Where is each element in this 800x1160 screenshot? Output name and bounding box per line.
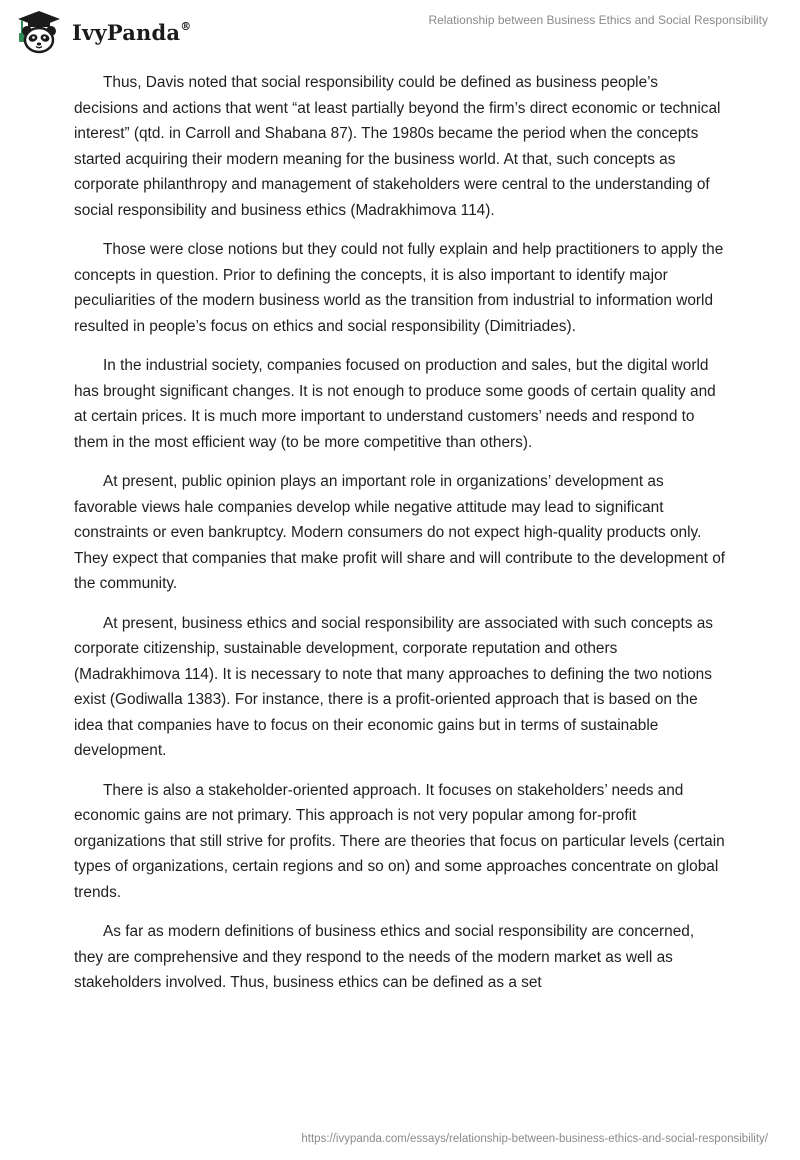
paragraph: Thus, Davis noted that social responsibility could be defined as business people’s decisions and actions that went “at least partially beyond the firm’s direct economic or technical interest” (qtd. in Carroll and Shabana 87). The 1980s became the period when the concepts started acquiring their modern meaning for the business world. At that, such concepts as corporate philanthropy and management of stakeholders were central to the understanding of social responsibility and business ethics (Madrakhimova 114). — [74, 74, 721, 219]
essay-body — [74, 70, 726, 1010]
panda-graduate-icon — [14, 9, 64, 55]
paragraph: Those were close notions but they could not fully explain and help practitioners to apply the concepts in question. Prior to defining the concepts, it is also important to identify major peculiarities of the modern business world as the transition from industrial to information world resulted in people’s focus on ethics and social responsibility (Dimitriades). — [74, 241, 724, 335]
page-header — [0, 0, 800, 64]
paragraph: In the industrial society, companies focused on production and sales, but the digital world has brought significant changes. It is not enough to produce some goods of certain quality and at certain prices. It is much more important to understand customers’ needs and respond to them in the most efficient way (to be more competitive than others). — [74, 357, 716, 451]
brand-name: IvyPanda® — [72, 19, 192, 45]
paragraph: There is also a stakeholder-oriented approach. It focuses on stakeholders’ needs and economic gains are not primary. This approach is not very popular among for-profit organizations that still strive for profits. There are theories that focus on particular levels (certain types of organizations, certain regions and so on) and some approaches concentrate on global trends. — [74, 781, 725, 901]
paragraph: At present, business ethics and social responsibility are associated with such concepts as corporate citizenship, sustainable development, corporate reputation and others (Madrakhimova 114). It is necessary to note that many approaches to defining the two notions exist (Godiwalla 1383). For instance, there is a profit-oriented approach that is based on the idea that companies have to focus on their economic gains but in terms of sustainable development. — [74, 614, 713, 759]
paragraph: At present, public opinion plays an important role in organizations’ development as favorable views hale companies develop while negative attitude may lead to significant constraints or even bankruptcy. Modern consumers do not expect high-quality products only. They expect that companies that make profit will share and will contribute to the development of the community. — [74, 473, 726, 592]
paragraph: As far as modern definitions of business ethics and social responsibility are concerned, they are comprehensive and they respond to the needs of the modern market as well as stakeholders involved. Thus, business ethics can be defined as a set — [74, 923, 695, 991]
document-title: Relationship between Business Ethics and Social Responsibility — [428, 13, 768, 27]
source-url[interactable]: https://ivypanda.com/essays/relationship-between-business-ethics-and-social-responsibility/ — [301, 1133, 768, 1145]
ivypanda-logo[interactable] — [14, 6, 194, 58]
